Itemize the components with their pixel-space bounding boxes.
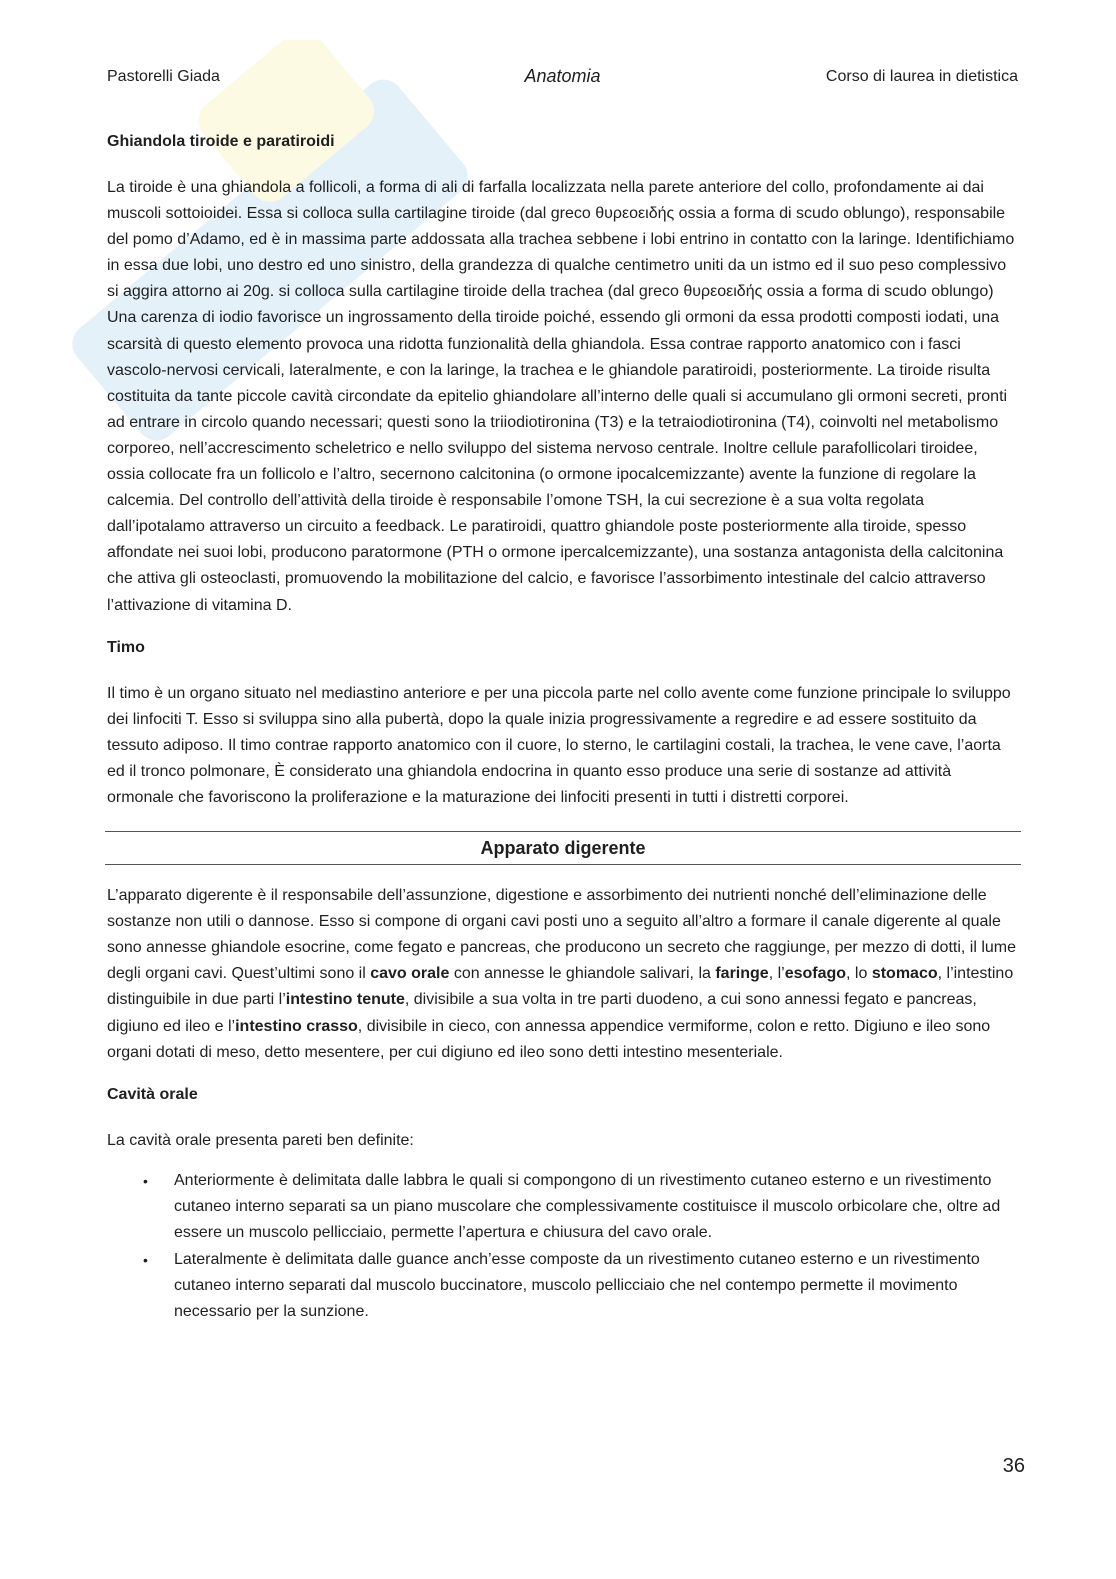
bullet-icon: • (143, 1172, 148, 1189)
paragraph-cavita-orale-lead: La cavità orale presenta pareti ben definite: (107, 1131, 414, 1149)
page-header (107, 68, 1018, 92)
page-content (107, 131, 1019, 1326)
header-subject: Anatomia (524, 66, 601, 86)
keyword-intestino-tenue: intestino tenute (285, 991, 405, 1009)
keyword-faringe: faringe (715, 965, 769, 983)
heading-timo: Timo (107, 638, 145, 656)
keyword-intestino-crasso: intestino crasso (235, 1017, 358, 1035)
bullet-icon: • (143, 1252, 148, 1269)
header-author: Pastorelli Giada (107, 68, 220, 85)
keyword-cavo-orale: cavo orale (370, 965, 450, 983)
paragraph-tiroide: La tiroide è una ghiandola a follicoli, a forma di ali di farfalla localizzata nella parete anteriore del collo, profondamente ai dai muscoli sottoioidei. Essa si colloca sulla cartilagine tiroide (dal greco θυρεοειδής ossia a forma di scudo oblungo), responsabile del pomo d’Adamo, ed è in massima parte addossata alla trachea sebbene i lobi entrino in contatto con la laringe. Identifichiamo in essa due lobi, uno destro ed uno sinistro, della grandezza di qualche centimetro uniti da un istmo ed il suo peso complessivo si aggira attorno ai 20g. si colloca sulla cartilagine tiroide della trachea (dal greco θυρεοειδής ossia a forma di scudo oblungo) Una carenza di iodio favorisce un ingrossamento della tiroide poiché, essendo gli ormoni da essa prodotti composti iodati, una scarsità di questo elemento provoca una ridotta funzionalità della ghiandola. Essa contrae rapporto anatomico con i fasci vascolo-nervosi cervicali, lateralmente, e con la laringe, la trachea e le ghiandole paratiroidi, posteriormente. La tiroide risulta costituita da tante piccole cavità circondate da epitelio ghiandolare all’interno delle quali si accumulano gli ormoni secreti, pronti ad entrare in circolo quando necessari; questi sono la triiodiotironina (T3) e la tetraiodiotironina (T4), coinvolti nel metabolismo corporeo, nell’accrescimento scheletrico e nello sviluppo del sistema nervoso centrale. Inoltre cellule parafollicolari tiroidee, ossia collocate fra un follicolo e l’altro, secernono calcitonina (o ormone ipocalcemizzante) avente la funzione di regolare la calcemia. Del controllo dell’attività della tiroide è responsabile l’omone TSH, la cui secrezione è a sua volta regolata dall’ipotalamo attraverso un circuito a feedback. Le paratiroidi, quattro ghiandole poste posteriormente alla tiroide, spesso affondate nei suoi lobi, producono paratormone (PTH o ormone ipercalcemizzante), una sostanza antagonista della calcitonina che attiva gli osteoclasti, promuovendo la mobilitazione del calcio, e favorisce l’assorbimento intestinale del calcio attraverso l’attivazione di vitamina D. (107, 179, 1015, 614)
heading-tiroide: Ghiandola tiroide e paratiroidi (107, 133, 335, 150)
list-item: • Lateralmente è delimitata dalle guance anch’esse composte da un rivestimento cutaneo esterno e un rivestimento cutaneo interno separati dal muscolo buccinatore, muscolo pellicciaio che nel contempo permette il movimento necessario per la sunzione. (107, 1247, 1019, 1325)
cavita-orale-list (107, 1168, 1019, 1326)
section-title-apparato-digerente: Apparato digerente (105, 831, 1021, 865)
paragraph-timo: Il timo è un organo situato nel mediastino anteriore e per una piccola parte nel collo avente come funzione principale lo sviluppo dei linfociti T. Esso si sviluppa sino alla pubertà, dopo la quale inizia progressivamente a regredire e ad essere sostituito da tessuto adiposo. Il timo contrae rapporto anatomico con il cuore, lo sterno, le cartilagini costali, la trachea, le vene cave, l’aorta ed il tronco polmonare, È considerato una ghiandola endocrina in quanto esso produce una serie di sostanze ad attività ormonale che favoriscono la proliferazione e la maturazione dei linfociti presenti in tutti i distretti corporei. (107, 684, 1011, 806)
keyword-stomaco: stomaco (871, 965, 938, 983)
heading-cavita-orale: Cavità orale (107, 1085, 198, 1103)
header-course: Corso di laurea in dietistica (825, 68, 1018, 85)
paragraph-apparato-digerente: L’apparato digerente è il responsabile dell’assunzione, digestione e assorbimento dei nutrienti nonché dell’eliminazione delle sostanze non utili o dannose. Esso si compone di organi cavi posti uno a seguito all’altro a formare il canale digerente al quale sono annesse ghiandole esocrine, come fegato e pancreas, che producono un secreto che raggiunge, per mezzo di dotti, il lume degli organi cavi. Quest’ultimi sono il cavo orale con annesse le ghiandole salivari, la faringe, l’esofago, lo stomaco, l’intestino distinguibile in due parti l’intestino tenute, divisibile a sua volta in tre parti duodeno, a cui sono annessi fegato e pancreas, digiuno ed ileo e l’intestino crasso, divisibile in cieco, con annessa appendice vermiforme, colon e retto. Digiuno e ileo sono organi dotati di meso, detto mesentere, per cui digiuno ed ileo sono detti intestino mesenteriale. (107, 887, 1017, 1061)
keyword-esofago: esofago (784, 965, 847, 983)
page-number: 36 (1002, 1455, 1025, 1477)
list-item: • Anteriormente è delimitata dalle labbra le quali si compongono di un rivestimento cutaneo esterno e un rivestimento cutaneo interno separati sa un piano muscolare che complessivamente costituisce il muscolo orbicolare che, oltre ad essere un muscolo pellicciaio, permette l’apertura e chiusura del cavo orale. (107, 1168, 1019, 1246)
